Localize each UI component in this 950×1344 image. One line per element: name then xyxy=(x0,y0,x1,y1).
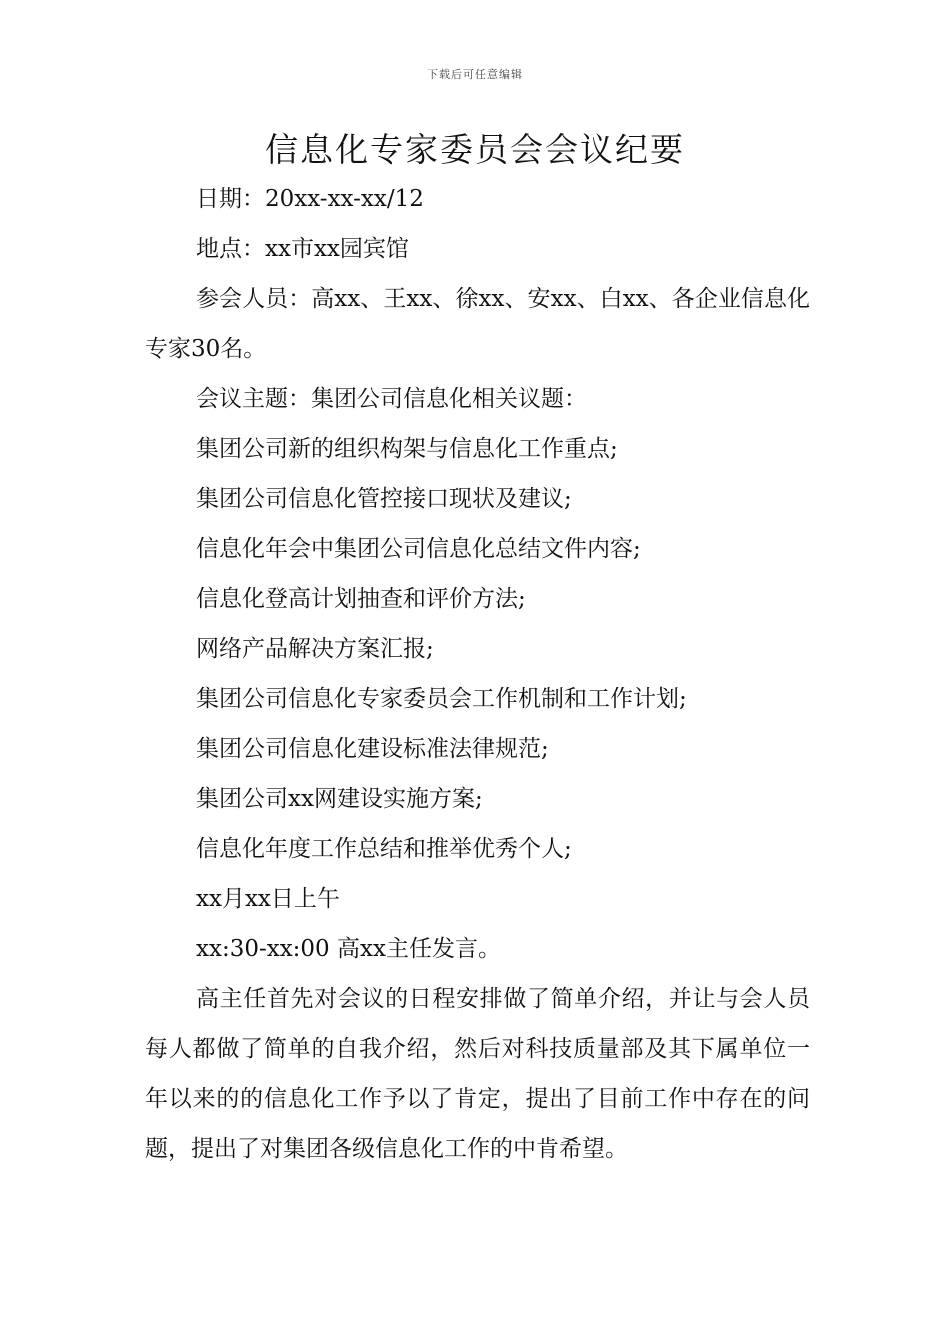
document-title: 信息化专家委员会会议纪要 xyxy=(265,130,685,169)
agenda-item: 信息化年度工作总结和推举优秀个人; xyxy=(196,836,572,862)
agenda-item: 集团公司信息化建设标准法律规范; xyxy=(196,736,549,762)
session-date: xx月xx日上午 xyxy=(196,886,340,912)
speech-summary: 高主任首先对会议的日程安排做了简单介绍，并让与会人员每人都做了简单的自我介绍，然后对科技质量部及其下属单位一年以来的的信息化工作予以了肯定，提出了目前工作中存在的问题，提出了对集团各级信息化工作的中肯希望。 xyxy=(145,986,810,1162)
session-time: xx:30-xx:00 高xx主任发言。 xyxy=(196,936,501,962)
agenda-item: 集团公司新的组织构架与信息化工作重点; xyxy=(196,436,618,462)
agenda-item: 网络产品解决方案汇报; xyxy=(196,636,434,662)
document-body xyxy=(145,174,810,1174)
agenda-item: 集团公司信息化专家委员会工作机制和工作计划; xyxy=(196,686,687,712)
meeting-topic: 会议主题：集团公司信息化相关议题： xyxy=(196,386,587,412)
header-note: 下载后可任意编辑 xyxy=(427,68,523,81)
agenda-item: 集团公司信息化管控接口现状及建议; xyxy=(196,486,572,512)
agenda-item: 集团公司xx网建设实施方案; xyxy=(196,786,483,812)
agenda-item: 信息化登高计划抽查和评价方法; xyxy=(196,586,526,612)
meeting-location: 地点：xx市xx园宾馆 xyxy=(196,236,409,262)
meeting-attendees: 参会人员：高xx、王xx、徐xx、安xx、白xx、各企业信息化专家30名。 xyxy=(145,286,810,362)
meeting-date: 日期：20xx-xx-xx/12 xyxy=(196,186,424,212)
agenda-item: 信息化年会中集团公司信息化总结文件内容; xyxy=(196,536,641,562)
